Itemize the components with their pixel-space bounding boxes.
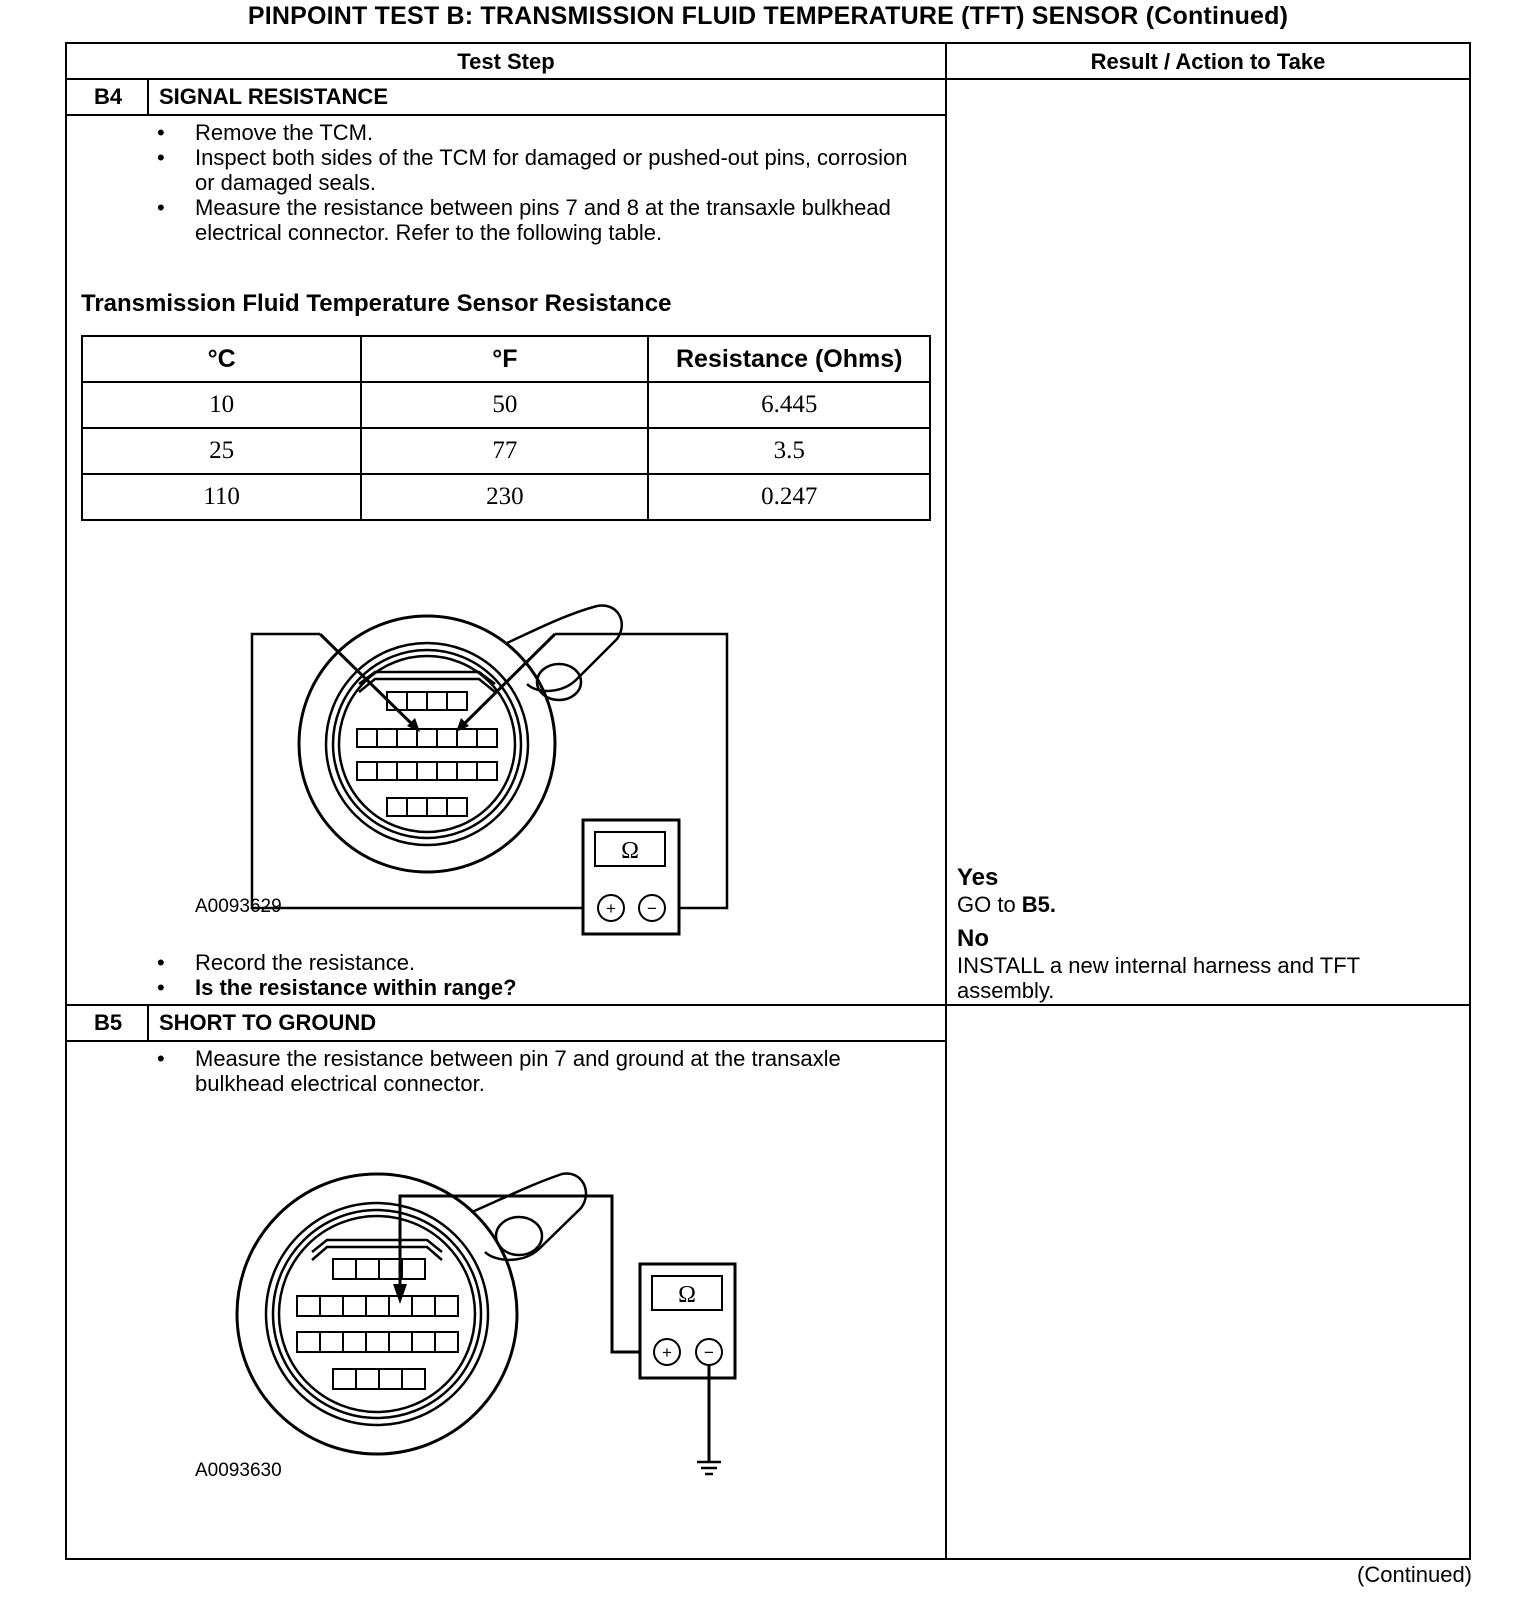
- step-b5-bullets: [157, 1046, 875, 1096]
- header-test-step: Test Step: [457, 49, 555, 74]
- table-cell: 110: [82, 474, 361, 520]
- yes-label: Yes: [957, 864, 999, 891]
- figure-id-b4: A0093629: [195, 896, 282, 917]
- list-item: • Measure the resistance between pin 7 and ground at the transaxle bulkhead electrical connector.: [157, 1046, 841, 1096]
- step-title-divider: [67, 1040, 945, 1042]
- table-row: [82, 428, 930, 474]
- table-cell: 0.247: [648, 474, 930, 520]
- yes-action: GO to B5.: [957, 892, 1057, 917]
- resistance-table-title: Transmission Fluid Temperature Sensor Resistance: [81, 290, 672, 317]
- no-label: No: [957, 925, 989, 952]
- step-b4-bullets: [157, 120, 925, 245]
- continued-label: (Continued): [1357, 1562, 1472, 1587]
- table-row: [82, 382, 930, 428]
- table-cell: 25: [82, 428, 361, 474]
- figure-id-b5: A0093630: [195, 1460, 282, 1481]
- connector-ground-diagram: [227, 1144, 747, 1494]
- minus-terminal: −: [647, 899, 657, 918]
- table-row: [82, 474, 930, 520]
- step-b5-title: SHORT TO GROUND: [159, 1010, 377, 1035]
- plus-terminal: +: [606, 899, 616, 918]
- step-b4-bullets-after: [157, 950, 925, 1000]
- minus-terminal: −: [704, 1343, 714, 1362]
- page-title: PINPOINT TEST B: TRANSMISSION FLUID TEMPERATURE (TFT) SENSOR (Continued): [247, 2, 1289, 30]
- table-cell: 230: [361, 474, 648, 520]
- list-item: • Measure the resistance between pins 7 and 8 at the transaxle bulkhead electrical connector. Refer to the following table.: [157, 195, 891, 245]
- resistance-table: [81, 335, 931, 521]
- step-title-divider: [67, 114, 945, 116]
- plus-terminal: +: [662, 1343, 672, 1362]
- column-header-celsius: °C: [82, 336, 361, 382]
- table-header-row: [82, 336, 930, 382]
- ohm-symbol: Ω: [678, 1282, 696, 1308]
- column-header-resistance: Resistance (Ohms): [648, 336, 930, 382]
- ohm-symbol: Ω: [621, 838, 639, 864]
- column-header-fahrenheit: °F: [361, 336, 648, 382]
- table-cell: 10: [82, 382, 361, 428]
- list-item: • Record the resistance.: [157, 950, 416, 975]
- list-item: • Is the resistance within range?: [157, 975, 517, 1000]
- step-b4-title: SIGNAL RESISTANCE: [159, 84, 388, 109]
- step-b4-result: [957, 864, 1457, 1003]
- ground-icon: [697, 1462, 721, 1474]
- header-result: Result / Action to Take: [1090, 49, 1326, 74]
- step-b4-id: B4: [93, 84, 123, 109]
- step-b5-id: B5: [93, 1010, 123, 1035]
- table-cell: 6.445: [648, 382, 930, 428]
- no-action: INSTALL a new internal harness and TFT assembly.: [957, 953, 1360, 1003]
- table-cell: 77: [361, 428, 648, 474]
- list-item: • Inspect both sides of the TCM for damaged or pushed-out pins, corrosion or damaged seals.: [157, 145, 908, 195]
- table-cell: 50: [361, 382, 648, 428]
- list-item: • Remove the TCM.: [157, 120, 374, 145]
- column-divider: [945, 44, 947, 1560]
- table-cell: 3.5: [648, 428, 930, 474]
- pinpoint-test-table: [65, 42, 1471, 1560]
